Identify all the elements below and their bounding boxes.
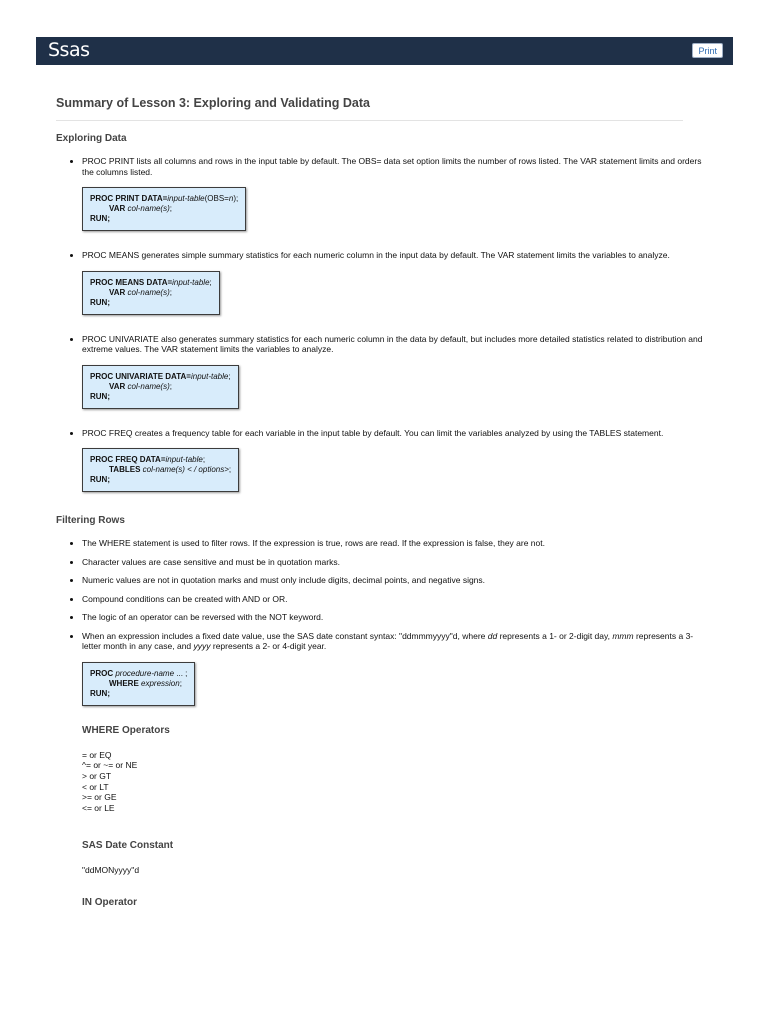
operator-item: = or EQ [82, 749, 112, 760]
item-text: • PROC PRINT lists all columns and rows in the input table by default. The OBS= data set option limits the number of rows listed. The VAR statement limits and orders the columns listed. [82, 156, 702, 177]
code-block [82, 662, 195, 706]
code-line: PROC MEANS DATA=input-table; [90, 277, 212, 287]
code-line: RUN; [90, 688, 110, 698]
code-line: VAR col-name(s); [109, 287, 172, 297]
list-item [82, 334, 712, 420]
list-item: • Character values are case sensitive and must be in quotation marks. [82, 557, 712, 568]
print-button[interactable]: Print [692, 43, 723, 58]
section-heading-exploring: Exploring Data [56, 133, 127, 144]
code-line: PROC procedure-name ... ; [90, 668, 188, 678]
item-text: • PROC FREQ creates a frequency table for each variable in the input table by default. You can limit the variables analyzed by using the TABLES statement. [82, 427, 664, 438]
list-item [82, 156, 712, 242]
code-block [82, 271, 220, 315]
operator-item: < or LT [82, 781, 109, 792]
operator-item: > or GT [82, 770, 112, 781]
code-line: RUN; [90, 214, 110, 223]
list-item [82, 428, 712, 504]
item-text: • PROC MEANS generates simple summary statistics for each numeric column in the input data by default. The VAR statement limits the variables to analyze. [82, 250, 670, 260]
operators-section [56, 725, 712, 908]
code-line: TABLES col-name(s) < / options>; [109, 465, 232, 474]
code-line: PROC FREQ DATA=input-table; [90, 455, 206, 464]
list-item: • Compound conditions can be created with AND or OR. [82, 594, 712, 605]
list-item [82, 631, 712, 717]
code-line: PROC PRINT DATA=input-table(OBS=n); [90, 194, 239, 203]
code-line: WHERE expression; [109, 678, 182, 688]
code-line: RUN; [90, 391, 110, 401]
code-line: VAR col-name(s); [109, 381, 172, 391]
where-operators-heading: WHERE Operators [82, 724, 170, 736]
sas-logo: Ssas [48, 39, 90, 61]
page-title: Summary of Lesson 3: Exploring and Validating Data [56, 96, 683, 121]
in-operator-heading: IN Operator [82, 896, 138, 908]
operators-list [82, 750, 712, 814]
code-line: PROC UNIVARIATE DATA=input-table; [90, 371, 231, 381]
code-block [82, 448, 239, 492]
operator-item: ^= or ~= or NE [82, 760, 138, 771]
list-item: • Numeric values are not in quotation marks and must only include digits, decimal points, and negative signs. [82, 575, 712, 586]
operator-item: >= or GE [82, 792, 117, 803]
code-line: VAR col-name(s); [109, 204, 172, 213]
section-heading-filtering: Filtering Rows [56, 515, 125, 526]
exploring-list [56, 156, 712, 503]
code-line: RUN; [90, 297, 110, 307]
code-block [82, 365, 239, 409]
date-constant-heading: SAS Date Constant [82, 839, 174, 851]
code-line: RUN; [90, 475, 110, 484]
item-text: • PROC UNIVARIATE also generates summary statistics for each numeric column in the data by default, but includes more detailed statistics related to distribution and extreme values. The VAR statement limits the variables to analyze. [82, 333, 703, 354]
code-block [82, 187, 246, 231]
list-item [82, 250, 712, 326]
filtering-list [56, 538, 712, 717]
operator-item: <= or LE [82, 802, 115, 813]
header-bar [36, 37, 733, 65]
lesson-content [56, 96, 712, 908]
list-item: • The logic of an operator can be reversed with the NOT keyword. [82, 612, 712, 623]
item-text: • When an expression includes a fixed date value, use the SAS date constant syntax: "ddmmmyyyy"d, where dd represents a 1- or 2-digit day, mmm represents a 3-letter month in any case, and yyyy represents a 2- or 4-digit year. [82, 630, 694, 651]
date-constant-text: "ddMONyyyy"d [82, 864, 140, 875]
list-item: • The WHERE statement is used to filter rows. If the expression is true, rows are read. If the expression is false, they are not. [82, 538, 712, 549]
